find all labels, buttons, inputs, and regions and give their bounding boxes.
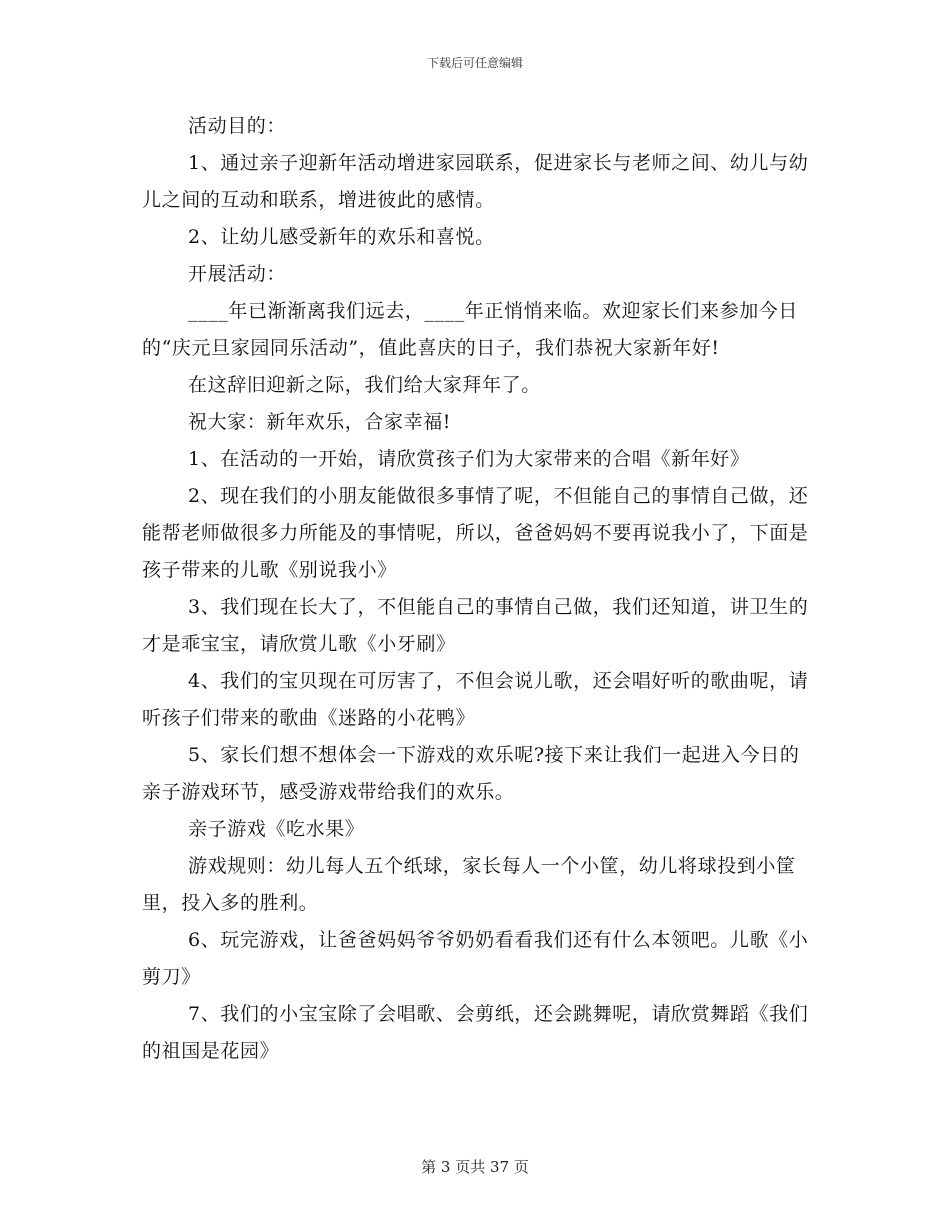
paragraph: 在这辞旧迎新之际，我们给大家拜年了。 (188, 374, 541, 396)
paragraph: 5、家长们想不想体会一下游戏的欢乐呢?接下来让我们一起进入今日的亲子游戏环节，感受游戏带给我们的欢乐。 (142, 744, 800, 803)
paragraph: 7、我们的小宝宝除了会唱歌、会剪纸，还会跳舞呢，请欣赏舞蹈《我们的祖国是花园》 (142, 1003, 809, 1062)
paragraph: 1、通过亲子迎新年活动增进家园联系，促进家长与老师之间、幼儿与幼儿之间的互动和联系，增进彼此的感情。 (142, 152, 809, 211)
document-body (142, 108, 810, 1070)
paragraph: 活动目的： (188, 115, 287, 137)
paragraph: ____年已渐渐离我们远去，____年正悄悄来临。欢迎家长们来参加今日的“庆元旦家园同乐活动”，值此喜庆的日子，我们恭祝大家新年好! (142, 300, 799, 359)
page-footer: 第 3 页共 37 页 (421, 1158, 529, 1176)
paragraph: 4、我们的宝贝现在可厉害了，不但会说儿歌，还会唱好听的歌曲呢，请听孩子们带来的歌曲《迷路的小花鸭》 (142, 670, 809, 729)
paragraph: 开展活动： (188, 263, 287, 285)
paragraph: 1、在活动的一开始，请欣赏孩子们为大家带来的合唱《新年好》 (188, 448, 750, 470)
paragraph: 2、现在我们的小朋友能做很多事情了呢，不但能自己的事情自己做，还能帮老师做很多力所能及的事情呢，所以，爸爸妈妈不要再说我小了，下面是孩子带来的儿歌《别说我小》 (142, 485, 809, 581)
paragraph: 祝大家：新年欢乐，合家幸福! (188, 411, 452, 433)
paragraph: 游戏规则：幼儿每人五个纸球，家长每人一个小筐，幼儿将球投到小筐里，投入多的胜利。 (142, 855, 796, 914)
paragraph: 亲子游戏《吃水果》 (188, 818, 365, 840)
page-header: 下载后可任意编辑 (426, 56, 523, 70)
paragraph: 6、玩完游戏，让爸爸妈妈爷爷奶奶看看我们还有什么本领吧。儿歌《小剪刀》 (142, 929, 809, 988)
paragraph: 3、我们现在长大了，不但能自己的事情自己做，我们还知道，讲卫生的才是乖宝宝，请欣赏儿歌《小牙刷》 (142, 596, 809, 655)
paragraph: 2、让幼儿感受新年的欢乐和喜悦。 (188, 226, 495, 248)
